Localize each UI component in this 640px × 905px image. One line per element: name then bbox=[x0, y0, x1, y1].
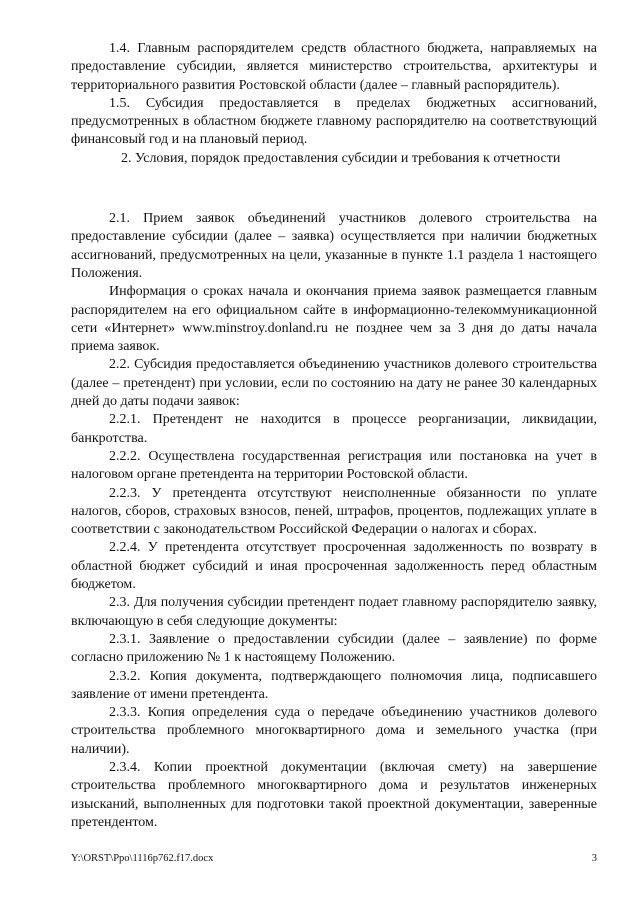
paragraph-2-2: 2.2. Субсидия предоставляется объединению участников долевого строительства (далее – претендент) при условии, если по состоянию на дату не ранее 30 календарных дней до даты подачи заявок: bbox=[71, 357, 597, 410]
file-path: Y:\ORST\Ppo\1116p762.f17.docx bbox=[71, 853, 214, 864]
paragraph-2-3-3: 2.3.3. Копия определения суда о передаче объединению участников долевого строительства проблемного многоквартирного дома и земельного участка (при наличии). bbox=[71, 705, 597, 757]
paragraph-2-2-2: 2.2.2. Осуществлена государственная регистрация или постановка на учет в налоговом органе претендента на территории Ростовской области. bbox=[71, 448, 597, 483]
paragraph-2-1: 2.1. Прием заявок объединений участников долевого строительства на предоставление субсидии (далее – заявка) осуществляется при наличии бюджетных ассигнований, предусмотренных на цели, указанные в пункте 1.1 раздела 1 настоящего Положения. bbox=[71, 211, 597, 281]
paragraph-2-2-1: 2.2.1. Претендент не находится в процессе реорганизации, ликвидации, банкротства. bbox=[71, 412, 597, 446]
paragraph-2-3-2: 2.3.2. Копия документа, подтверждающего полномочия лица, подписавшего заявление от имени претендента. bbox=[71, 668, 597, 702]
paragraph-2-3-4: 2.3.4. Копии проектной документации (включая смету) на завершение строительства проблемного многоквартирного дома и результатов инженерных изысканий, выполненных для подготовки такой проектной документации, заверенные претендентом. bbox=[71, 759, 597, 830]
paragraph-1-5: 1.5. Субсидия предоставляется в пределах бюджетных ассигнований, предусмотренных в областном бюджете главному распорядителю на соответствующий финансовый год и на плановый период. bbox=[71, 95, 597, 148]
section-spacer bbox=[71, 168, 597, 210]
section-heading: 2. Условия, порядок предоставления субсидии и требования к отчетности bbox=[121, 150, 561, 166]
paragraph-2-2-3: 2.2.3. У претендента отсутствуют неисполненные обязанности по уплате налогов, сборов, страховых взносов, пеней, штрафов, процентов, подлежащих уплате в соответствии с законодательством Российской Федерации о налогах и сборах. bbox=[71, 485, 597, 538]
paragraph-1-4: 1.4. Главным распорядителем средств областного бюджета, направляемых на предоставление субсидии, является министерство строительства, архитектуры и территориального развития Ростовской области (далее – главный распорядитель). bbox=[71, 41, 597, 93]
paragraph-2-3: 2.3. Для получения субсидии претендент подает главному распорядителю заявку, включающую в себя следующие документы: bbox=[71, 595, 597, 629]
paragraph-2-2-4: 2.2.4. У претендента отсутствует просроченная задолженность по возврату в областной бюджет субсидий и иная просроченная задолженность перед областным бюджетом. bbox=[71, 540, 597, 593]
page-number: 3 bbox=[591, 853, 597, 864]
paragraph-2-3-1: 2.3.1. Заявление о предоставлении субсидии (далее – заявление) по форме согласно приложению № 1 к настоящему Положению. bbox=[71, 631, 597, 666]
document-body bbox=[71, 40, 597, 832]
paragraph-info: Информация о сроках начала и окончания приема заявок размещается главным распорядителем на его официальном сайте в информационно-телекоммуникационной сети «Интернет» www.minstroy.donland.ru не позднее чем за 3 дня до даты начала приема заявок. bbox=[71, 284, 597, 355]
